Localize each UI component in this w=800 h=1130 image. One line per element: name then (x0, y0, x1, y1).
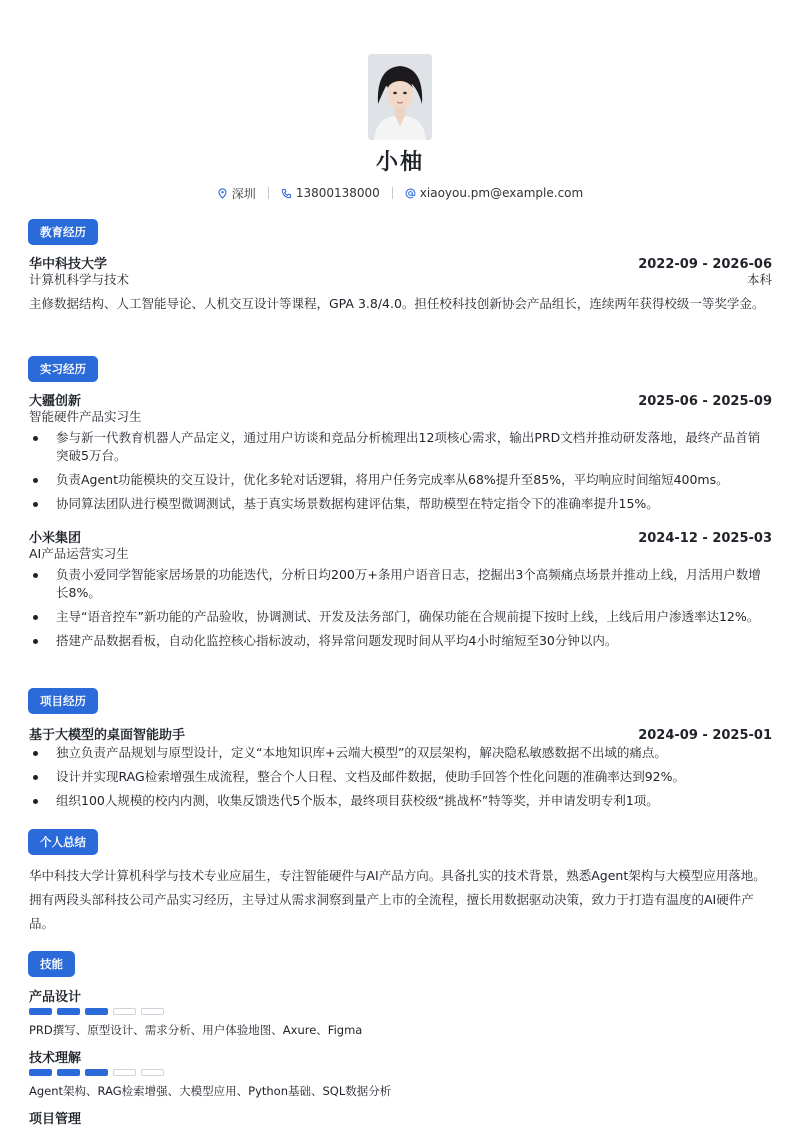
skill-level-filled (29, 1069, 52, 1076)
profile-photo (368, 54, 432, 140)
skill-description: PRD撰写、原型设计、需求分析、用户体验地图、Axure、Figma (29, 1023, 363, 1037)
list-item: 搭建产品数据看板，自动化监控核心指标波动，将异常问题发现时间从平均4小时缩短至30分钟以内。 (29, 632, 772, 650)
list-item: 主导“语音控车”新功能的产品验收，协调测试、开发及法务部门，确保功能在合规前提下按时上线，上线后用户渗透率达12%。 (29, 608, 772, 626)
summary-text: 华中科技大学计算机科学与技术专业应届生，专注智能硬件与AI产品方向。具备扎实的技术背景，熟悉Agent架构与大模型应用落地。拥有两段头部科技公司产品实习经历，主导过从需求洞察到量产上市的全流程，擅长用数据驱动决策，致力于打造有温度的AI硬件产品。 (29, 868, 766, 931)
section-projects-heading: 项目经历 (28, 688, 98, 714)
project-header-row (29, 724, 772, 743)
skill-level-filled (85, 1069, 108, 1076)
contact-location (217, 185, 256, 202)
section-skills-heading: 技能 (28, 951, 75, 977)
skill-name: 技术理解 (29, 1051, 82, 1066)
skill-level-filled (29, 1008, 52, 1015)
list-item: 设计并实现RAG检索增强生成流程，整合个人日程、文档及邮件数据，使助手回答个性化问题的准确率达到92%。 (29, 768, 772, 786)
skill-description: Agent架构、RAG检索增强、大模型应用、Python基础、SQL数据分析 (29, 1084, 392, 1098)
candidate-name: 小柚 (375, 150, 424, 175)
skill-level-empty (141, 1069, 164, 1076)
internship-role-row (29, 544, 772, 562)
divider (268, 187, 269, 199)
section-education-heading: 教育经历 (28, 219, 98, 245)
location-text: 深圳 (231, 186, 256, 201)
major-text: 计算机科学与技术 (29, 272, 130, 287)
company-name: 大疆创新 (29, 394, 82, 409)
skill-level-filled (85, 1008, 108, 1015)
internship-role-row (29, 407, 772, 425)
role-text: 智能硬件产品实习生 (29, 409, 142, 424)
phone-icon (281, 188, 292, 199)
skill-level-bar (29, 1069, 164, 1076)
skill-level-filled (57, 1069, 80, 1076)
education-description: 主修数据结构、人工智能导论、人机交互设计等课程，GPA 3.8/4.0。担任校科技创新协会产品组长，连续两年获得校级一等奖学金。 (29, 296, 765, 311)
skill-level-bar (29, 1008, 164, 1015)
degree-text: 本科 (746, 272, 772, 287)
phone-text: 13800138000 (295, 186, 380, 200)
skill-level-filled (57, 1008, 80, 1015)
email-text[interactable]: xiaoyou.pm@example.com (419, 186, 584, 200)
list-item: 独立负责产品规划与原型设计，定义“本地知识库+云端大模型”的双层架构，解决隐私敏感数据不出域的痛点。 (29, 744, 772, 762)
project-name: 基于大模型的桌面智能助手 (29, 728, 186, 743)
skill-level-empty (113, 1008, 136, 1015)
education-date: 2022-09 - 2026-06 (638, 257, 772, 272)
company-name: 小米集团 (29, 531, 82, 546)
skill-level-empty (113, 1069, 136, 1076)
internship-date: 2025-06 - 2025-09 (638, 394, 772, 409)
role-text: AI产品运营实习生 (29, 546, 129, 561)
project-date: 2024-09 - 2025-01 (638, 728, 772, 743)
list-item: 组织100人规模的校内内测，收集反馈迭代5个版本，最终项目获校级“挑战杯”特等奖，并申请发明专利1项。 (29, 792, 772, 810)
project-bullets (29, 744, 772, 816)
divider (392, 187, 393, 199)
section-internship-heading: 实习经历 (28, 356, 98, 382)
internship-date: 2024-12 - 2025-03 (638, 531, 772, 546)
school-name: 华中科技大学 (29, 257, 108, 272)
resume-header (0, 54, 800, 202)
at-sign-icon (405, 188, 416, 199)
list-item: 协同算法团队进行模型微调测试，基于真实场景数据构建评估集，帮助模型在特定指令下的准确率提升15%。 (29, 495, 772, 513)
list-item: 参与新一代教育机器人产品定义，通过用户访谈和竞品分析梳理出12项核心需求，输出PRD文档并推动研发落地，最终产品首销突破5万台。 (29, 429, 772, 465)
portrait-image (368, 54, 432, 140)
skill-name: 产品设计 (29, 990, 82, 1005)
contact-email[interactable] (405, 186, 583, 200)
contact-phone (281, 186, 380, 200)
skill-level-empty (141, 1008, 164, 1015)
section-summary-heading: 个人总结 (28, 829, 98, 855)
skill-name: 项目管理 (29, 1112, 82, 1127)
list-item: 负责小爱同学智能家居场景的功能迭代，分析日均200万+条用户语音日志，挖掘出3个高频痛点场景并推动上线，月活用户数增长8%。 (29, 566, 772, 602)
education-sub-row (29, 270, 772, 288)
internship-bullets (29, 566, 772, 656)
internship-bullets (29, 429, 772, 519)
location-pin-icon (217, 188, 228, 199)
list-item: 负责Agent功能模块的交互设计，优化多轮对话逻辑，将用户任务完成率从68%提升至85%，平均响应时间缩短400ms。 (29, 471, 772, 489)
contact-bar (0, 184, 800, 202)
